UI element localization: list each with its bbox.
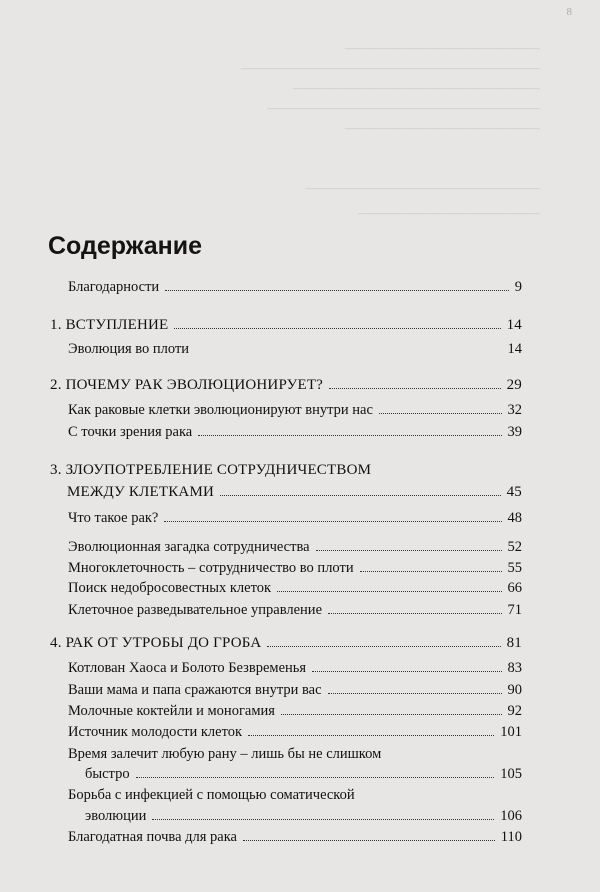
toc-entry-page: 9 (514, 279, 522, 295)
dot-leader (329, 388, 501, 389)
toc-title: Содержание (48, 232, 203, 260)
toc-entry[interactable] (68, 702, 522, 720)
toc-entry-title: быстро (85, 766, 130, 782)
toc-entry-title: 4. РАК ОТ УТРОБЫ ДО ГРОБА (50, 635, 262, 651)
dot-leader (165, 290, 509, 291)
toc-entry-page: 83 (507, 660, 522, 676)
toc-entry[interactable] (68, 340, 522, 358)
toc-entry-title: Источник молодости клеток (68, 724, 243, 740)
toc-entry-page: 45 (506, 484, 522, 500)
toc-entry-title: Эволюционная загадка сотрудничества (68, 539, 310, 555)
toc-entry-title: МЕЖДУ КЛЕТКАМИ (67, 484, 215, 500)
dot-leader (328, 693, 502, 694)
toc-entry-page: 71 (507, 602, 522, 618)
dot-leader (328, 613, 501, 614)
toc-entry-page: 90 (507, 682, 522, 698)
toc-entry-title: 2. ПОЧЕМУ РАК ЭВОЛЮЦИОНИРУЕТ? (50, 377, 324, 393)
toc-entry[interactable] (68, 723, 522, 741)
dot-leader (379, 413, 502, 414)
toc-entry[interactable] (68, 401, 522, 419)
toc-entry[interactable] (68, 423, 522, 441)
toc-entry-page: 92 (507, 703, 522, 719)
toc-entry-page: 32 (507, 402, 522, 418)
toc-chapter-4[interactable] (50, 634, 522, 652)
toc-entry[interactable] (68, 559, 522, 577)
toc-entry[interactable] (68, 659, 522, 677)
toc-entry-title: Что такое рак? (68, 510, 159, 526)
dot-leader (316, 550, 502, 551)
toc-entry-title: Как раковые клетки эволюционируют внутри нас (68, 402, 373, 418)
toc-entry[interactable] (68, 579, 522, 597)
dot-leader (220, 495, 501, 496)
bleed-through-text: ——————————————— ——————————————————————— ——————————————————— ————————————————————— ——————————————— —————————————————— —————————————— (241, 40, 540, 220)
toc-entry-title: Ваши мама и папа сражаются внутри вас (68, 682, 322, 698)
toc-entry-title: Клеточное разведывательное управление (68, 602, 323, 618)
dot-leader (198, 435, 501, 436)
dot-leader (174, 328, 500, 329)
dot-leader (136, 777, 495, 778)
toc-entry-title: Котлован Хаоса и Болото Безвременья (68, 660, 307, 676)
toc-entry-line1: Время залечит любую рану – лишь бы не слишком (68, 746, 382, 762)
dot-leader (281, 714, 502, 715)
toc-entry-title: Молочные коктейли и моногамия (68, 703, 275, 719)
toc-entry-page: 66 (507, 580, 522, 596)
toc-entry-page: 14 (506, 317, 522, 333)
toc-entry-title: 1. ВСТУПЛЕНИЕ (50, 317, 169, 333)
toc-entry-page: 48 (507, 510, 522, 526)
toc-entry-page: 105 (500, 766, 522, 782)
toc-entry-page: 29 (506, 377, 522, 393)
toc-entry-page: 106 (500, 808, 522, 824)
toc-chapter-3-line1: 3. ЗЛОУПОТРЕБЛЕНИЕ СОТРУДНИЧЕСТВОМ (50, 462, 372, 478)
toc-entry-acknowledgements[interactable] (68, 278, 522, 296)
toc-entry-title: эволюции (85, 808, 147, 824)
toc-entry-title: Благодарности (68, 279, 160, 295)
toc-entry-title: Поиск недобросовестных клеток (68, 580, 272, 596)
toc-entry[interactable] (85, 765, 522, 783)
dot-leader (277, 591, 501, 592)
toc-chapter-2[interactable] (50, 376, 522, 394)
toc-entry[interactable] (68, 601, 522, 619)
dot-leader (248, 735, 494, 736)
toc-entry-page: 110 (500, 829, 522, 845)
toc-entry-title: С точки зрения рака (68, 424, 193, 440)
toc-entry-page: 55 (507, 560, 522, 576)
toc-entry[interactable] (68, 828, 522, 846)
toc-entry-line1: Борьба с инфекцией с помощью соматической (68, 787, 355, 803)
toc-entry[interactable] (68, 681, 522, 699)
dot-leader (312, 671, 501, 672)
dot-leader (360, 571, 502, 572)
dot-leader (267, 646, 500, 647)
toc-entry-page: 39 (507, 424, 522, 440)
dot-leader (152, 819, 494, 820)
running-page-number: 8 (566, 6, 572, 18)
toc-chapter-3[interactable] (67, 483, 522, 501)
toc-entry-page: 101 (500, 724, 522, 740)
toc-chapter-1[interactable] (50, 316, 522, 334)
dot-leader (243, 840, 495, 841)
toc-entry[interactable] (68, 538, 522, 556)
dot-leader (164, 521, 501, 522)
toc-entry-page: 52 (507, 539, 522, 555)
toc-entry-page: 81 (506, 635, 522, 651)
toc-entry[interactable] (68, 509, 522, 527)
toc-entry-title: Эволюция во плоти (68, 341, 190, 357)
toc-entry-title: Многоклеточность – сотрудничество во плоти (68, 560, 354, 576)
toc-entry-title: Благодатная почва для рака (68, 829, 237, 845)
toc-entry-page: 14 (507, 341, 522, 357)
toc-entry[interactable] (85, 807, 522, 825)
